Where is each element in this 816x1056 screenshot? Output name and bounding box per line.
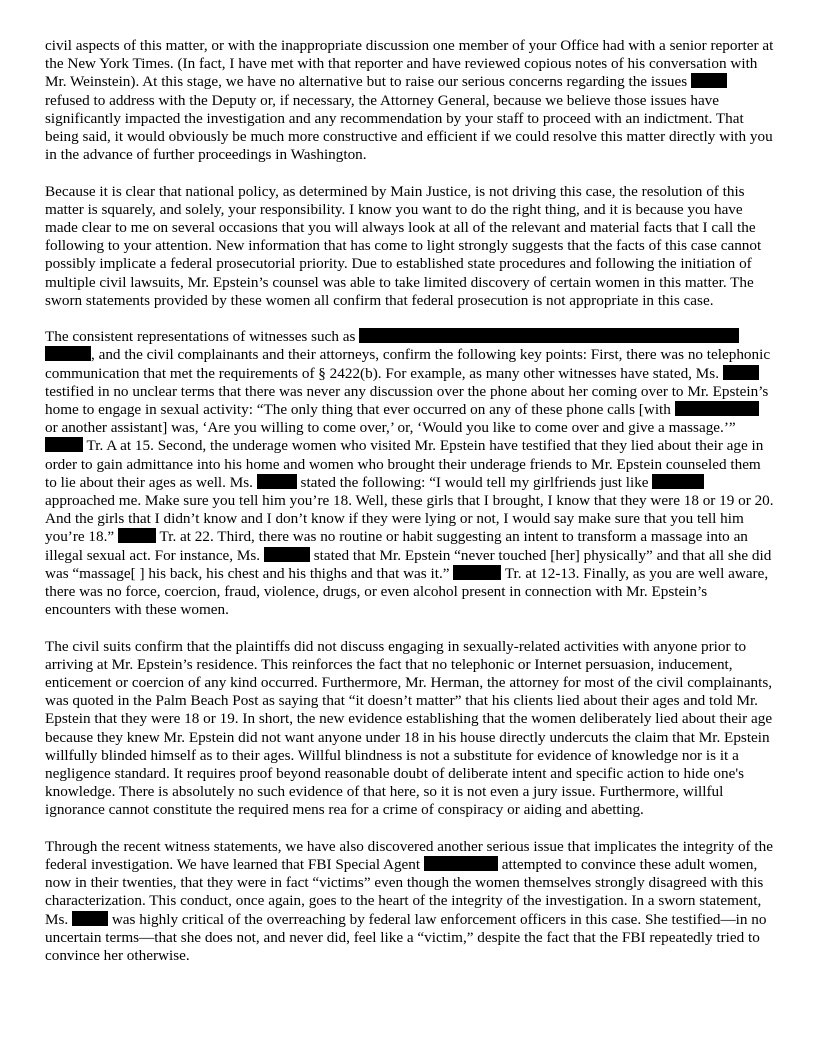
text-segment: Tr. at 12-13. Finally, as you are well aware, there was no force, coercion, fraud, violence, drugs, or even alcohol present in connection with Mr. Epstein’s encounters with these women. bbox=[45, 564, 769, 619]
redaction-block bbox=[691, 73, 727, 88]
redaction-block bbox=[424, 856, 498, 871]
redaction-block bbox=[453, 565, 501, 580]
text-segment: Through the recent witness statements, we have also discovered another serious issue that implicates the integrity of the federal investigation. We have learned that FBI Special Agent bbox=[45, 837, 773, 874]
paragraph-1 bbox=[45, 37, 775, 164]
redaction-block bbox=[118, 528, 156, 543]
text-segment: testified in no unclear terms that there was never any discussion over the phone about her coming over to Mr. Epstein’s home to engage in sexual activity: “The only thing that ever occurred on any of these phone calls [with bbox=[45, 382, 769, 419]
paragraph-5 bbox=[45, 838, 775, 965]
text-segment: Tr. A at 15. Second, the underage women who visited Mr. Epstein have testified that they lied about their age in order to gain admittance into his home and women who brought their underage friends to Mr. Epstein counseled them to lie about their ages as well. Ms. bbox=[45, 437, 764, 491]
text-segment: attempted to convince these adult women, now in their twenties, that they were in fact “victims” even though the women themselves strongly disagreed with this characterization. This conduct, once again, goes to the heart of the integrity of the investigation. In a sworn statement, Ms. bbox=[45, 856, 764, 928]
redaction-block bbox=[45, 437, 83, 452]
redaction-block bbox=[675, 401, 759, 416]
text-segment: stated that Mr. Epstein “never touched [her] physically” and that all she did was “massage[ ] his back, his chest and his thighs and that was it.” bbox=[45, 546, 772, 582]
text-segment: or another assistant] was, ‘Are you willing to come over,’ or, ‘Would you like to come over and give a massage.’” bbox=[45, 419, 736, 437]
text-segment: refused to address with the Deputy or, if necessary, the Attorney General, because we believe those issues have significantly impacted the investigation and any recommendation by your staff to proceed with an indictment. That being said, it would obviously be much more constructive and efficient if we could resolve this matter directly with you in the advance of further proceedings in Washington. bbox=[45, 91, 773, 164]
text-segment: civil aspects of this matter, or with the inappropriate discussion one member of your Office had with a senior reporter at the New York Times. (In fact, I have met with that reporter and have reviewed copious notes of his conversation with Mr. Weinstein). At this stage, we have no alternative but to raise our serious concerns regarding the issues bbox=[45, 37, 774, 91]
redaction-block bbox=[359, 328, 739, 343]
redaction-block bbox=[45, 346, 91, 361]
paragraph-2 bbox=[45, 183, 775, 310]
redaction-block bbox=[257, 474, 297, 489]
redaction-block bbox=[264, 547, 310, 562]
redaction-block bbox=[652, 474, 704, 489]
paragraph-3 bbox=[45, 328, 775, 619]
text-segment: The civil suits confirm that the plaintiffs did not discuss engaging in sexually-related activities with anyone prior to arriving at Mr. Epstein’s residence. This reinforces the fact that no telephonic or Internet persuasion, inducement, enticement or coercion of any kind occurred. Furthermore, Mr. Herman, the attorney for most of the civil complainants, was quoted in the Palm Beach Post as saying that “it doesn’t matter” that his clients lied about their ages and told Mr. Epstein that they were 18 or 19. In short, the new evidence establishing that the women deliberately lied about their age because they knew Mr. Epstein did not want anyone under 18 in his house directly undercuts the claim that Mr. Epstein willfully blinded himself as to their ages. Willful blindness is not a substitute for evidence of knowledge nor is it a negligence standard. It requires proof beyond reasonable doubt of deliberate intent and specific action to hide one's knowledge. There is absolutely no such evidence of that here, so it is not even a jury issue. Furthermore, willful ignorance cannot constitute the required mens rea for a crime of conspiracy or aiding and abetting. bbox=[45, 637, 773, 819]
text-segment: Tr. at 22. Third, there was no routine or habit suggesting an intent to transform a massage into an illegal sexual act. For instance, Ms. bbox=[45, 528, 748, 564]
text-segment: , and the civil complainants and their attorneys, confirm the following key points: First, there was no telephonic communication that met the requirements of § 2422(b). For example, as many other witnesses have stated, Ms. bbox=[45, 346, 771, 382]
text-segment: The consistent representations of witnesses such as bbox=[45, 328, 360, 346]
paragraph-4 bbox=[45, 638, 775, 820]
text-segment: approached me. Make sure you tell him you’re 18. Well, these girls that I brought, I know that they were 18 or 19 or 20. And the girls that I didn’t know and I don’t know if they were lying or not, I would say make sure that you tell him you’re 18.” bbox=[45, 492, 774, 546]
text-segment: was highly critical of the overreaching by federal law enforcement officers in this case. She testified—in no uncertain terms—that she does not, and never did, feel like a “victim,” despite the fact that the FBI repeatedly tried to convince her otherwise. bbox=[45, 910, 767, 965]
redaction-block bbox=[72, 911, 108, 926]
text-segment: Because it is clear that national policy, as determined by Main Justice, is not driving this case, the resolution of this matter is squarely, and solely, your responsibility. I know you want to do the right thing, and it is because you have made clear to me on several occasions that you will always look at all of the relevant and material facts that I call the following to your attention. New information that has come to light strongly suggests that the facts of this case cannot possibly implicate a federal prosecutorial priority. Due to established state procedures and following the initiation of multiple civil lawsuits, Mr. Epstein’s counsel was able to take limited discovery of certain women in this matter. The sworn statements provided by these women all confirm that federal prosecution is not appropriate in this case. bbox=[45, 182, 762, 309]
letter-page bbox=[45, 37, 775, 983]
text-segment: stated the following: “I would tell my girlfriends just like bbox=[296, 473, 653, 491]
redaction-block bbox=[723, 365, 759, 380]
